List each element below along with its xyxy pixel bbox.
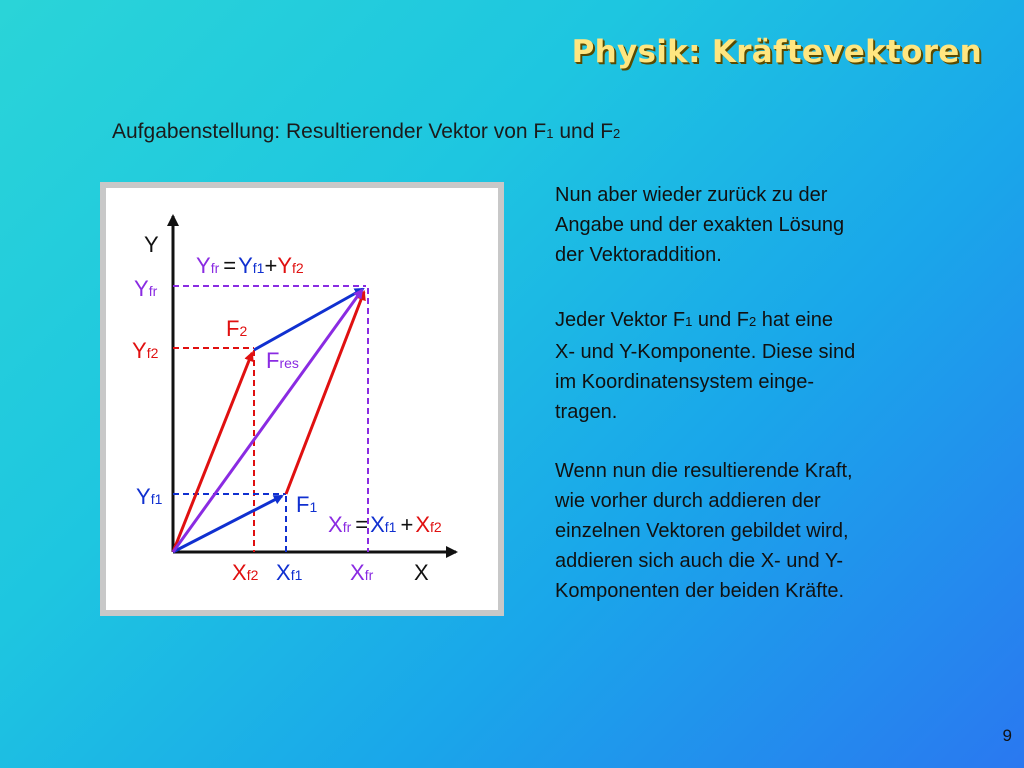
task-sub-2: 2 <box>613 126 621 141</box>
p2-text-a: Jeder Vektor F <box>555 309 686 331</box>
f1-label-sub: 1 <box>309 499 318 515</box>
x-eq-b-sub: f1 <box>384 519 397 535</box>
p2-sub-2: 2 <box>749 314 757 329</box>
yf2-label-sub: f2 <box>146 345 159 361</box>
xf1-label-sub: f1 <box>290 567 303 583</box>
yfr-label-main: Y <box>134 276 149 301</box>
yf1-label-main: Y <box>136 484 151 509</box>
y-eq-c-main: Y <box>277 253 293 278</box>
xfr-label <box>350 560 374 585</box>
f2-label-sub: 2 <box>239 323 248 339</box>
y-equation <box>196 253 304 278</box>
xf1-label <box>276 560 303 585</box>
vector-diagram-svg <box>106 188 498 610</box>
x-eq-equals: = <box>355 512 369 537</box>
page-number: 9 <box>1002 726 1012 745</box>
paragraph-components-line-1 <box>555 305 955 337</box>
yf1-label <box>136 484 163 509</box>
vector-f2 <box>173 353 252 552</box>
xfr-label-sub: fr <box>364 567 374 583</box>
paragraph-components-line-3: im Koordinatensystem einge- <box>555 371 815 393</box>
y-eq-a-sub: fr <box>210 260 220 276</box>
paragraph-addition-line-4: addieren sich auch die X- und Y- <box>555 550 843 572</box>
paragraph-addition <box>555 456 955 606</box>
vector-f2-translated <box>286 292 364 494</box>
paragraph-components <box>555 305 955 427</box>
y-axis-label: Y <box>144 232 159 257</box>
x-eq-a-sub: fr <box>342 519 352 535</box>
task-text-mid: und F <box>553 120 614 143</box>
y-eq-b-main: Y <box>238 253 253 278</box>
xf2-label <box>232 560 259 585</box>
vector-diagram <box>106 188 498 610</box>
vector-diagram-frame <box>100 182 504 616</box>
fres-label-main: F <box>266 348 280 373</box>
y-eq-a-main: Y <box>196 253 211 278</box>
yf2-label-main: Y <box>132 338 147 363</box>
paragraph-intro-line-3: der Vektoraddition. <box>555 244 722 266</box>
task-text-prefix: Aufgabenstellung: Resultierender Vektor von F <box>112 120 547 143</box>
y-eq-b-sub: f1 <box>252 260 265 276</box>
y-eq-c-sub: f2 <box>292 260 304 276</box>
x-eq-c-main: X <box>415 512 431 537</box>
paragraph-addition-line-3: einzelnen Vektoren gebildet wird, <box>555 520 849 542</box>
yf1-label-sub: f1 <box>150 491 163 507</box>
p2-text-c: hat eine <box>756 309 833 331</box>
f2-label <box>226 316 247 341</box>
x-eq-a-main: X <box>328 512 343 537</box>
p2-text-b: und F <box>692 309 749 331</box>
fres-label <box>266 348 299 373</box>
paragraph-addition-line-1: Wenn nun die resultierende Kraft, <box>555 460 853 482</box>
paragraph-components-line-2: X- und Y-Komponente. Diese sind <box>555 341 856 363</box>
xf2-label-main: X <box>232 560 247 585</box>
xfr-label-main: X <box>350 560 365 585</box>
x-equation <box>328 512 442 537</box>
slide-title: Physik: Kräftevektoren <box>571 34 982 70</box>
fres-label-sub: res <box>279 355 299 371</box>
f2-label-main: F <box>226 316 240 341</box>
yfr-label-sub: fr <box>148 283 158 299</box>
p2-sub-1: 1 <box>685 314 693 329</box>
x-eq-b-main: X <box>370 512 385 537</box>
paragraph-addition-line-2: wie vorher durch addieren der <box>555 490 821 512</box>
y-eq-plus: + <box>264 253 278 278</box>
vector-f1 <box>173 496 282 552</box>
paragraph-intro-line-1: Nun aber wieder zurück zu der <box>555 184 828 206</box>
task-statement <box>112 120 620 144</box>
xf2-label-sub: f2 <box>246 567 259 583</box>
paragraph-intro <box>555 180 955 270</box>
x-eq-plus: + <box>400 512 414 537</box>
task-sub-1: 1 <box>546 126 554 141</box>
f1-label <box>296 492 317 517</box>
f1-label-main: F <box>296 492 310 517</box>
xf1-label-main: X <box>276 560 291 585</box>
x-eq-c-sub: f2 <box>430 519 442 535</box>
paragraph-components-line-4: tragen. <box>555 401 618 423</box>
paragraph-intro-line-2: Angabe und der exakten Lösung <box>555 214 845 236</box>
paragraph-addition-line-5: Komponenten der beiden Kräfte. <box>555 580 845 602</box>
y-eq-equals: = <box>223 253 237 278</box>
yf2-label <box>132 338 159 363</box>
yfr-label <box>134 276 158 301</box>
x-axis-label: X <box>414 560 429 585</box>
